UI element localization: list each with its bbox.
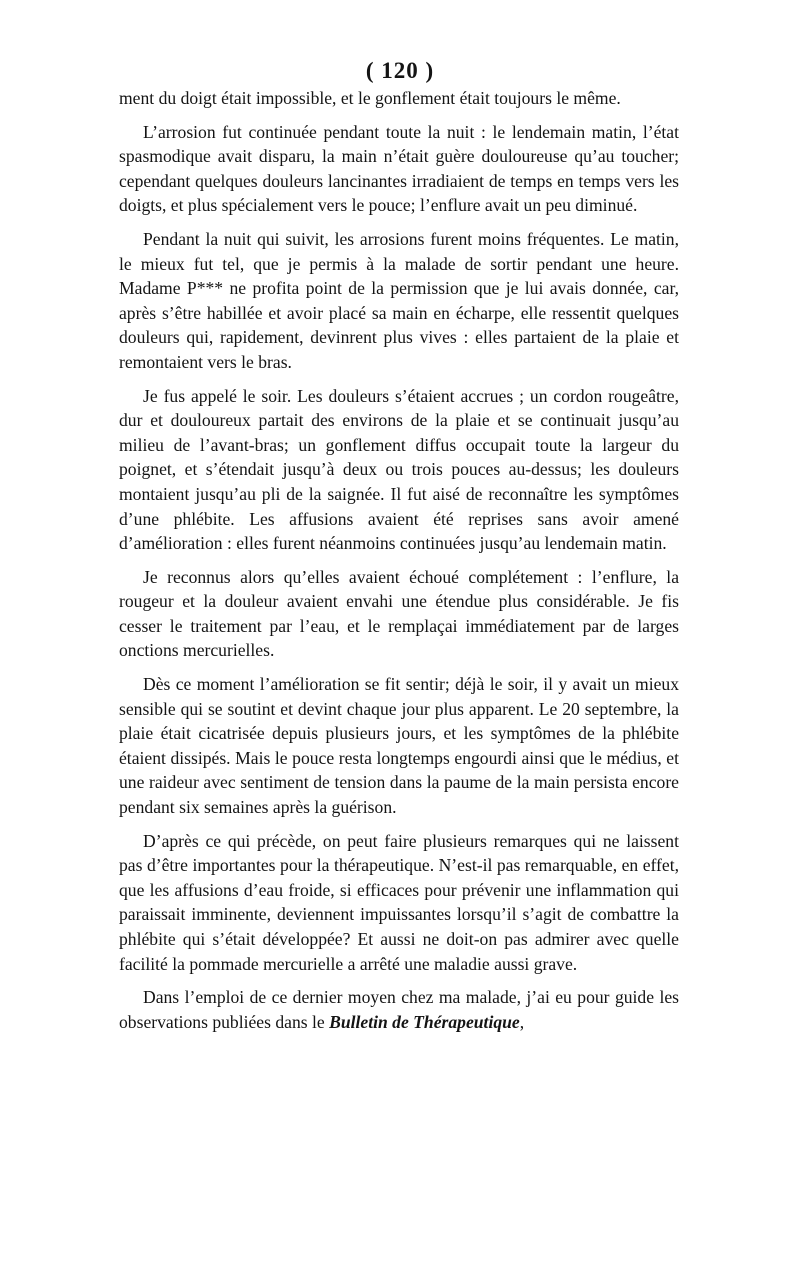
- paragraph-last: [119, 985, 679, 1034]
- paragraph: L’arrosion fut continuée pendant toute la nuit : le lendemain matin, l’état spasmodique avait disparu, la main n’était guère douloureuse qu’au toucher; cependant quelques douleurs lancinantes irradiaient de temps en temps vers les doigts, et plus spécialement vers le pouce; l’enflure avait un peu diminué.: [119, 121, 679, 216]
- body-text: [119, 86, 679, 1043]
- paragraph: D’après ce qui précède, on peut faire plusieurs remarques qui ne laissent pas d’être importantes pour la thérapeutique. N’est-il pas remarquable, en effet, que les affusions d’eau froide, si efficaces pour prévenir une inflammation qui paraissait imminente, deviennent impuissantes lorsqu’il s’agit de combattre la phlébite qui s’était développée? Et aussi ne doit-on pas admirer avec quelle facilité la pommade mercurielle a arrêté une maladie aussi grave.: [119, 830, 679, 974]
- last-paragraph-text: Dans l’emploi de ce dernier moyen chez ma malade, j’ai eu pour guide les observations publiées dans le: [119, 987, 679, 1032]
- paragraph: Pendant la nuit qui suivit, les arrosions furent moins fréquentes. Le matin, le mieux fut tel, que je permis à la malade de sortir pendant une heure. Madame P*** ne profita point de la permission que je lui avais donnée, car, après s’être habillée et avoir placé sa main en écharpe, elle ressentit quelques douleurs qui, rapidement, devinrent plus vives : elles partaient de la plaie et remontaient vers le bras.: [119, 228, 679, 372]
- paragraph: Je fus appelé le soir. Les douleurs s’étaient accrues ; un cordon rougeâtre, dur et douloureux partait des environs de la plaie et se continuait jusqu’au milieu de l’avant-bras; un gonflement diffus occupait toute la largeur du poignet, et s’étendait jusqu’à deux ou trois pouces au-dessus; les douleurs montaient jusqu’au pli de la saignée. Il fut aisé de reconnaître les symptômes d’une phlébite. Les affusions avaient été reprises sans avoir amené d’amélioration : elles furent néanmoins continuées jusqu’au lendemain matin.: [119, 385, 679, 554]
- journal-title: Bulletin de Thérapeutique: [329, 1011, 520, 1032]
- paragraph: Dès ce moment l’amélioration se fit sentir; déjà le soir, il y avait un mieux sensible qui se soutint et devint chaque jour plus apparent. Le 20 septembre, la plaie était cicatrisée depuis plusieurs jours, et les symptômes de la phlébite étaient dissipés. Mais le pouce resta longtemps engourdi ainsi que le médius, et une raideur avec sentiment de tension dans la paume de la main persista encore pendant six semaines après la guérison.: [119, 674, 679, 818]
- paragraph-continuation: ment du doigt était impossible, et le gonflement était toujours le même.: [119, 88, 621, 108]
- last-paragraph-punct: ,: [519, 1011, 525, 1032]
- page-number: ( 120 ): [365, 58, 435, 83]
- paragraph: Je reconnus alors qu’elles avaient échoué complétement : l’enflure, la rougeur et la douleur avaient envahi une étendue plus considérable. Je fis cesser le traitement par l’eau, et le remplaçai immédiatement par de larges onctions mercurielles.: [119, 566, 679, 661]
